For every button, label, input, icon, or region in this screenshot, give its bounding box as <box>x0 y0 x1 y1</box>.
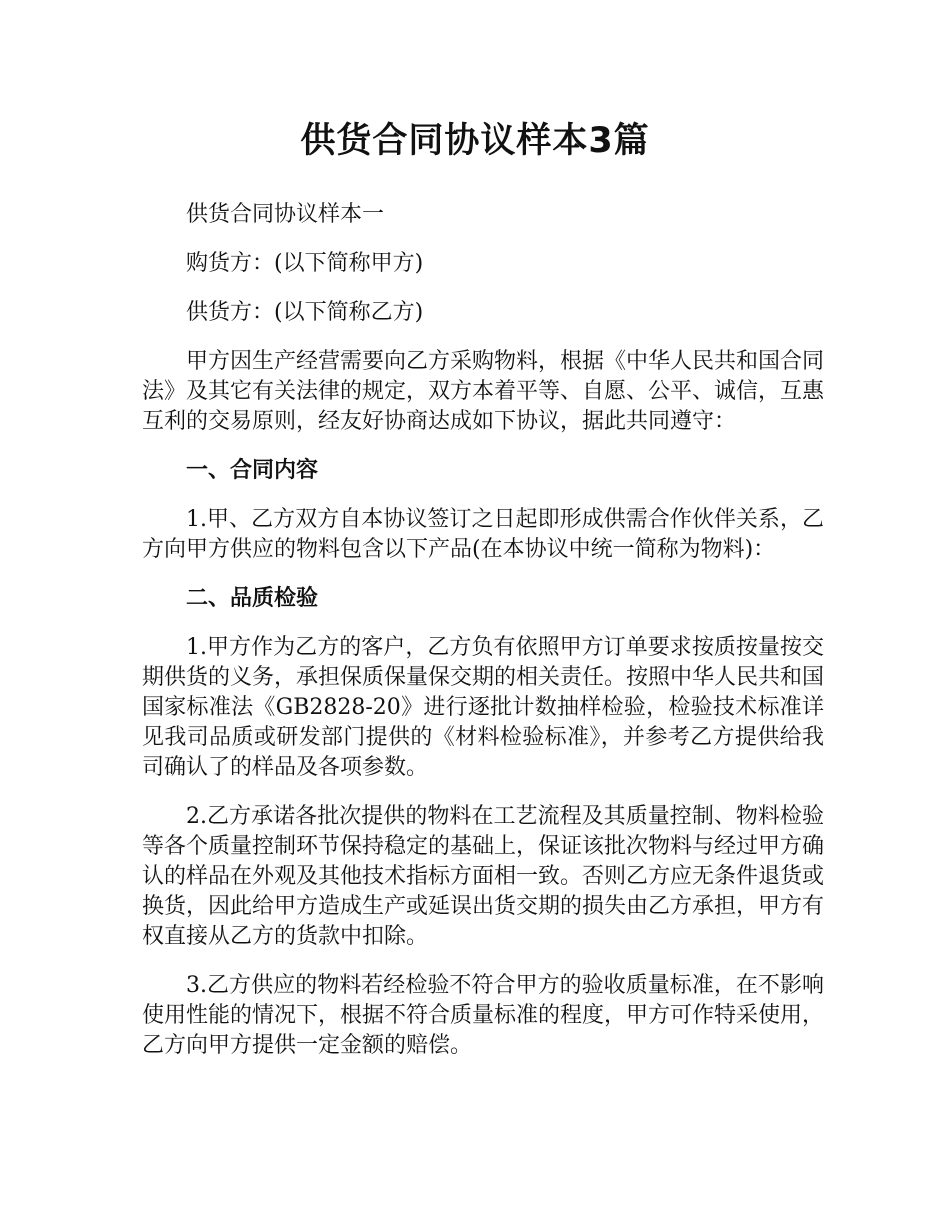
section-heading-contract-content: 一、合同内容 <box>186 458 319 483</box>
paragraph-buyer: 购货方：(以下简称甲方) <box>186 251 424 276</box>
paragraph-supplier: 供货方：(以下简称乙方) <box>186 300 424 325</box>
paragraph-subtitle: 供货合同协议样本一 <box>186 202 385 227</box>
clause-2-2: 2.乙方承诺各批次提供的物料在工艺流程及其质量控制、物料检验等各个质量控制环节保持稳定的基础上，保证该批次物料与经过甲方确认的样品在外观及其他技术指标方面相一致。否则乙方应无条件退货或换货，因此给甲方造成生产或延误出货交期的损失由乙方承担，甲方有权直接从乙方的货款中扣除。 <box>142 804 825 949</box>
document-title: 供货合同协议样本3篇 <box>300 121 650 161</box>
clause-2-3: 3.乙方供应的物料若经检验不符合甲方的验收质量标准，在不影响使用性能的情况下，根据不符合质量标准的程度，甲方可作特采使用，乙方向甲方提供一定金额的赔偿。 <box>142 973 825 1058</box>
section-heading-quality-inspection: 二、品质检验 <box>186 586 319 611</box>
document-body <box>142 200 824 1080</box>
clause-2-1: 1.甲方作为乙方的客户，乙方负有依照甲方订单要求按质按量按交期供货的义务，承担保质保量保交期的相关责任。按照中华人民共和国国家标准法《GB2828-20》进行逐批计数抽样检验，检验技术标准详见我司品质或研发部门提供的《材料检验标准》，并参考乙方提供给我司确认了的样品及各项参数。 <box>142 635 825 780</box>
paragraph-preamble: 甲方因生产经营需要向乙方采购物料，根据《中华人民共和国合同法》及其它有关法律的规定，双方本着平等、自愿、公平、诚信，互惠互利的交易原则，经友好协商达成如下协议，据此共同遵守： <box>142 349 825 434</box>
clause-1-1: 1.甲、乙方双方自本协议签订之日起即形成供需合作伙伴关系，乙方向甲方供应的物料包含以下产品(在本协议中统一简称为物料)： <box>142 507 824 562</box>
